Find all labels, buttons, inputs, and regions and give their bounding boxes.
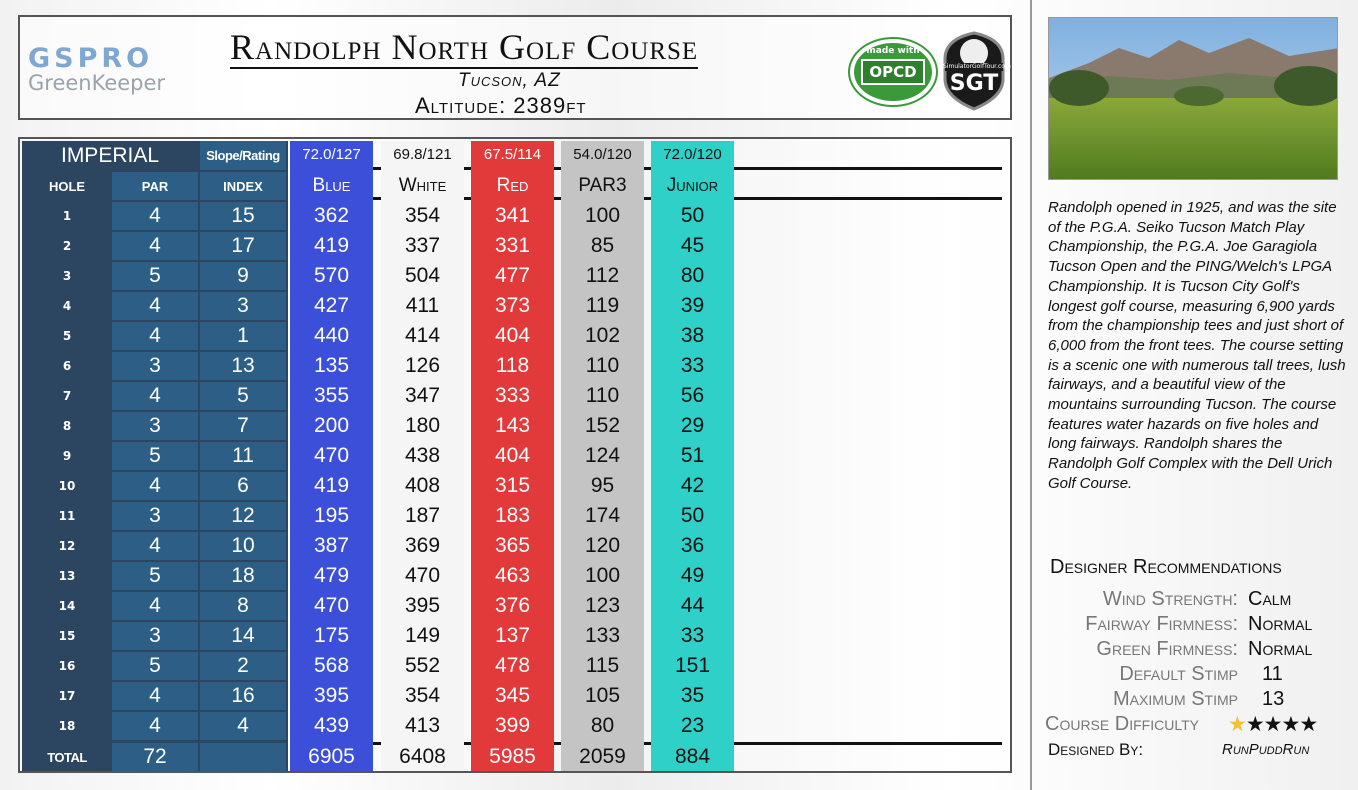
- hole-par: 4: [112, 292, 198, 320]
- hole-yardage: 504: [404, 264, 441, 287]
- hole-par: 4: [112, 202, 198, 230]
- hole-yardage: 440: [313, 324, 350, 347]
- sgt-badge-icon: [941, 29, 1011, 111]
- hole-yardage: 478: [494, 654, 531, 677]
- hole-yardage: 175: [313, 624, 350, 647]
- hole-yardage: 112: [585, 264, 620, 287]
- hole-number: 5: [24, 322, 110, 350]
- tee-total-yardage: 6408: [399, 745, 446, 768]
- tee-rating: 54.0/120: [573, 145, 632, 163]
- tee-name: PAR3: [578, 175, 627, 196]
- recommendation-value: 13: [1262, 688, 1285, 710]
- recommendation-row: [1040, 663, 1350, 688]
- hole-number: 10: [24, 472, 110, 500]
- hole-yardage: 404: [494, 444, 531, 467]
- recommendation-value: Normal: [1248, 638, 1313, 660]
- hole-yardage: 419: [313, 474, 350, 497]
- hole-number: 14: [24, 592, 110, 620]
- recommendation-label: Maximum Stimp: [1113, 688, 1238, 710]
- hole-index: 8: [200, 592, 286, 620]
- hole-par: 4: [112, 682, 198, 710]
- recommendation-label: Fairway Firmness:: [1085, 613, 1238, 635]
- gspro-logo: GSPRO: [28, 43, 154, 74]
- hole-yardage: 411: [405, 294, 440, 317]
- hole-index: 9: [200, 262, 286, 290]
- hole-yardage: 395: [404, 594, 441, 617]
- tee-name: Blue: [312, 175, 351, 196]
- recommendation-label: Default Stimp: [1119, 663, 1238, 685]
- hole-number: 4: [24, 292, 110, 320]
- hole-par: 4: [112, 232, 198, 260]
- tee-total-yardage: 6905: [308, 745, 355, 768]
- hole-yardage: 477: [494, 264, 531, 287]
- difficulty-label: Course Difficulty: [1045, 713, 1199, 735]
- hole-yardage: 100: [584, 564, 621, 587]
- hole-par: 4: [112, 472, 198, 500]
- hole-yardage: 174: [584, 504, 621, 527]
- unit-system-label: IMPERIAL: [60, 143, 160, 167]
- hole-number: 12: [24, 532, 110, 560]
- hole-index: 10: [200, 532, 286, 560]
- hole-number: 16: [24, 652, 110, 680]
- hole-yardage: 120: [584, 534, 621, 557]
- hole-yardage: 470: [404, 564, 441, 587]
- hole-yardage: 570: [313, 264, 350, 287]
- hole-index: 1: [200, 322, 286, 350]
- hole-yardage: 354: [404, 204, 441, 227]
- hole-par: 4: [112, 322, 198, 350]
- hole-par: 4: [112, 532, 198, 560]
- hole-index: 17: [200, 232, 286, 260]
- hole-yardage: 376: [494, 594, 531, 617]
- total-label: TOTAL: [47, 749, 87, 765]
- hole-number: 7: [24, 382, 110, 410]
- hole-index: 6: [200, 472, 286, 500]
- star-icon: ★: [1245, 712, 1264, 736]
- difficulty-rating: [1228, 712, 1317, 736]
- sgt-badge-caption: SimulatorGolfTour.com: [943, 63, 1011, 70]
- scorecard: [18, 137, 1012, 773]
- hole-yardage: 44: [680, 594, 705, 617]
- hole-yardage: 119: [585, 294, 620, 317]
- hole-yardage: 568: [313, 654, 350, 677]
- recommendations-title: Designer Recommendations: [1050, 556, 1282, 578]
- hole-number: 13: [24, 562, 110, 590]
- hole-yardage: 80: [590, 714, 615, 737]
- hole-yardage: 35: [680, 684, 705, 707]
- hole-yardage: 345: [494, 684, 531, 707]
- panel-divider: [1030, 0, 1032, 790]
- tee-rating: 67.5/114: [483, 145, 542, 163]
- tee-name: Junior: [666, 175, 719, 196]
- hole-yardage: 152: [584, 414, 621, 437]
- hole-yardage: 126: [404, 354, 441, 377]
- opcd-badge-caption: made with: [866, 46, 920, 56]
- star-icon: ★: [1281, 712, 1300, 736]
- course-location: Tucson, AZ: [458, 70, 561, 91]
- opcd-badge-icon: [850, 39, 936, 105]
- hole-yardage: 404: [494, 324, 531, 347]
- hole-yardage: 387: [313, 534, 350, 557]
- hole-yardage: 151: [674, 654, 711, 677]
- sgt-badge-label: SGT: [949, 71, 999, 96]
- course-description: Randolph opened in 1925, and was the site of the P.G.A. Seiko Tucson Match Play Championship, the P.G.A. Joe Garagiola Tucson Open and the PING/Welch's LPGA Championship. It is Tucson City Golf's longest golf course, measuring 6,900 yards from the championship tees and just short of 6,000 from the front tees. The course setting is a scenic one with numerous tall trees, lush fairways, and a beautiful view of the mountains surrounding Tucson. The course features water hazards on five holes and long fairways. Randolph shares the Randolph Golf Complex with the Dell Urich Golf Course.: [1048, 199, 1346, 492]
- hole-par: 5: [112, 442, 198, 470]
- hole-par: 5: [112, 652, 198, 680]
- index-header: INDEX: [200, 172, 286, 200]
- tee-name: Red: [496, 175, 529, 196]
- opcd-badge-label: OPCD: [861, 59, 924, 85]
- slope-rating-header: Slope/Rating: [200, 141, 286, 170]
- hole-number: 6: [24, 352, 110, 380]
- hole-par: 5: [112, 562, 198, 590]
- course-altitude: Altitude: 2389ft: [415, 93, 587, 118]
- course-photo: [1048, 17, 1338, 180]
- hole-yardage: 85: [590, 234, 615, 257]
- hole-yardage: 95: [590, 474, 615, 497]
- hole-index: 13: [200, 352, 286, 380]
- hole-yardage: 427: [313, 294, 350, 317]
- hole-yardage: 470: [313, 444, 350, 467]
- hole-yardage: 137: [494, 624, 531, 647]
- designed-by-label: Designed By:: [1048, 740, 1144, 759]
- total-par: 72: [112, 743, 198, 771]
- hole-yardage: 50: [680, 204, 705, 227]
- hole-number: 9: [24, 442, 110, 470]
- hole-yardage: 49: [680, 564, 705, 587]
- hole-par: 4: [112, 592, 198, 620]
- hole-index: 18: [200, 562, 286, 590]
- hole-yardage: 470: [313, 594, 350, 617]
- total-index-cell: [200, 743, 286, 771]
- tee-rating: 69.8/121: [393, 145, 452, 163]
- hole-yardage: 552: [404, 654, 441, 677]
- hole-yardage: 373: [494, 294, 531, 317]
- recommendation-row: [1040, 638, 1350, 663]
- hole-yardage: 341: [494, 204, 531, 227]
- hole-par: 3: [112, 622, 198, 650]
- hole-yardage: 80: [680, 264, 705, 287]
- hole-number: 18: [24, 712, 110, 740]
- hole-par: 4: [112, 712, 198, 740]
- hole-par: 5: [112, 262, 198, 290]
- hole-yardage: 187: [404, 504, 441, 527]
- hole-yardage: 355: [313, 384, 350, 407]
- hole-index: 7: [200, 412, 286, 440]
- hole-yardage: 110: [585, 354, 620, 377]
- hole-yardage: 51: [680, 444, 705, 467]
- hole-yardage: 408: [404, 474, 441, 497]
- hole-yardage: 180: [404, 414, 441, 437]
- hole-yardage: 414: [404, 324, 441, 347]
- hole-yardage: 333: [494, 384, 531, 407]
- hole-index: 4: [200, 712, 286, 740]
- hole-yardage: 36: [680, 534, 705, 557]
- hole-index: 5: [200, 382, 286, 410]
- hole-yardage: 347: [404, 384, 441, 407]
- hole-yardage: 149: [404, 624, 441, 647]
- hole-yardage: 354: [404, 684, 441, 707]
- hole-yardage: 33: [680, 624, 705, 647]
- hole-index: 2: [200, 652, 286, 680]
- hole-par: 3: [112, 412, 198, 440]
- hole-yardage: 42: [680, 474, 705, 497]
- hole-yardage: 365: [494, 534, 531, 557]
- hole-index: 3: [200, 292, 286, 320]
- hole-yardage: 315: [494, 474, 531, 497]
- hole-index: 12: [200, 502, 286, 530]
- recommendation-value: Normal: [1248, 613, 1313, 635]
- hole-number: 2: [24, 232, 110, 260]
- hole-yardage: 115: [585, 654, 620, 677]
- recommendation-value: Calm: [1248, 588, 1292, 610]
- hole-par: 3: [112, 352, 198, 380]
- hole-index: 14: [200, 622, 286, 650]
- recommendation-row: [1040, 613, 1350, 638]
- hole-par: 3: [112, 502, 198, 530]
- hole-yardage: 331: [494, 234, 531, 257]
- recommendation-label: Green Firmness:: [1096, 638, 1238, 660]
- hole-yardage: 399: [494, 714, 531, 737]
- hole-yardage: 143: [494, 414, 531, 437]
- recommendation-label: Wind Strength:: [1102, 588, 1238, 610]
- hole-yardage: 124: [584, 444, 621, 467]
- hole-yardage: 102: [584, 324, 621, 347]
- course-header: [18, 15, 1012, 120]
- tee-name: White: [398, 175, 447, 196]
- hole-yardage: 413: [404, 714, 441, 737]
- hole-yardage: 362: [313, 204, 350, 227]
- star-filled-icon: ★: [1228, 712, 1246, 736]
- hole-number: 8: [24, 412, 110, 440]
- hole-yardage: 33: [680, 354, 705, 377]
- hole-number: 3: [24, 262, 110, 290]
- hole-par: 4: [112, 382, 198, 410]
- hole-index: 15: [200, 202, 286, 230]
- hole-number: 15: [24, 622, 110, 650]
- hole-index: 16: [200, 682, 286, 710]
- hole-header: HOLE: [24, 172, 110, 200]
- hole-yardage: 419: [313, 234, 350, 257]
- hole-yardage: 479: [313, 564, 350, 587]
- hole-yardage: 39: [680, 294, 705, 317]
- tee-total-yardage: 884: [674, 745, 711, 768]
- designer-name: RunPuddRun: [1222, 741, 1310, 758]
- hole-yardage: 29: [680, 414, 705, 437]
- recommendation-value: 11: [1262, 663, 1283, 685]
- recommendation-row: [1040, 688, 1350, 713]
- hole-index: 11: [200, 442, 286, 470]
- tee-total-yardage: 5985: [489, 745, 536, 768]
- star-icon: ★: [1263, 712, 1282, 736]
- hole-yardage: 118: [495, 354, 530, 377]
- hole-yardage: 183: [494, 504, 531, 527]
- greenkeeper-logo: GreenKeeper: [28, 71, 166, 95]
- star-icon: ★: [1299, 712, 1318, 736]
- hole-yardage: 45: [680, 234, 705, 257]
- course-title: Randolph North Golf Course: [230, 27, 699, 67]
- hole-yardage: 56: [680, 384, 705, 407]
- tee-rating: 72.0/120: [663, 145, 722, 163]
- par-header: PAR: [112, 172, 198, 200]
- hole-yardage: 100: [584, 204, 621, 227]
- recommendation-row: [1040, 588, 1350, 613]
- hole-yardage: 369: [404, 534, 441, 557]
- hole-yardage: 200: [313, 414, 350, 437]
- hole-yardage: 395: [313, 684, 350, 707]
- hole-yardage: 133: [584, 624, 621, 647]
- hole-yardage: 337: [404, 234, 441, 257]
- hole-yardage: 438: [404, 444, 441, 467]
- tee-total-yardage: 2059: [579, 745, 626, 768]
- tee-rating: 72.0/127: [302, 145, 361, 163]
- hole-yardage: 38: [680, 324, 705, 347]
- hole-yardage: 110: [585, 384, 620, 407]
- hole-yardage: 50: [680, 504, 705, 527]
- hole-yardage: 135: [313, 354, 350, 377]
- hole-yardage: 195: [313, 504, 350, 527]
- hole-yardage: 439: [313, 714, 350, 737]
- hole-number: 17: [24, 682, 110, 710]
- hole-number: 11: [24, 502, 110, 530]
- hole-yardage: 23: [680, 714, 705, 737]
- hole-yardage: 123: [584, 594, 621, 617]
- hole-number: 1: [24, 202, 110, 230]
- hole-yardage: 463: [494, 564, 531, 587]
- hole-yardage: 105: [584, 684, 621, 707]
